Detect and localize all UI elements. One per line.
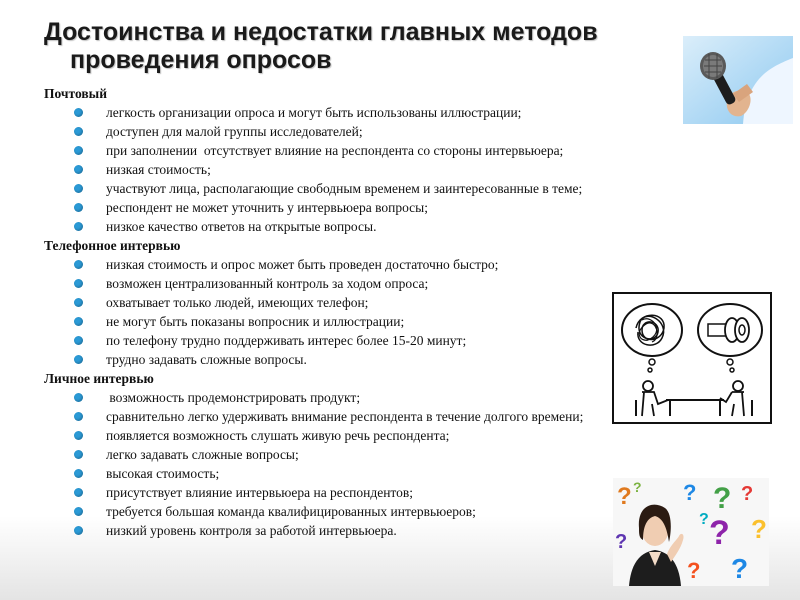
- list-item-text: легкость организации опроса и могут быть использованы иллюстрации;: [106, 105, 522, 120]
- svg-text:?: ?: [731, 553, 749, 584]
- list-item-text: требуется большая команда квалифицированных интервьюеров;: [106, 504, 476, 519]
- section-title: Личное интервью: [44, 371, 154, 386]
- svg-text:?: ?: [683, 480, 697, 505]
- svg-text:?: ?: [633, 479, 642, 495]
- svg-text:?: ?: [709, 514, 730, 552]
- bullet-icon: [74, 165, 83, 174]
- bullet-icon: [74, 412, 83, 421]
- list-item: [44, 141, 744, 160]
- list-item: [44, 122, 744, 141]
- svg-text:?: ?: [751, 514, 767, 544]
- bullet-icon: [74, 260, 83, 269]
- bullet-icon: [74, 298, 83, 307]
- list-item-text: охватывает только людей, имеющих телефон;: [106, 295, 369, 310]
- list-item-text: присутствует влияние интервьюера на респондентов;: [106, 485, 414, 500]
- list-item: [44, 179, 744, 198]
- title-line-2: проведения опросов: [70, 46, 332, 74]
- list-item: [44, 198, 744, 217]
- bullet-icon: [74, 450, 83, 459]
- bullet-icon: [74, 203, 83, 212]
- list-item-text: респондент не может уточнить у интервьюера вопросы;: [106, 200, 428, 215]
- list-item-text: низкий уровень контроля за работой интервьюера.: [106, 523, 397, 538]
- list-item: [44, 103, 744, 122]
- svg-text:?: ?: [615, 531, 628, 553]
- svg-text:?: ?: [741, 483, 754, 505]
- svg-text:?: ?: [687, 558, 701, 583]
- bullet-icon: [74, 431, 83, 440]
- list-item-text: при заполнении отсутствует влияние на респондента со стороны интервьюера;: [106, 143, 564, 158]
- list-item: [44, 160, 744, 179]
- bullet-icon: [74, 184, 83, 193]
- bullet-icon: [74, 469, 83, 478]
- svg-text:?: ?: [617, 483, 632, 510]
- bullet-icon: [74, 507, 83, 516]
- svg-text:?: ?: [699, 511, 709, 528]
- svg-text:?: ?: [713, 482, 732, 515]
- list-item-text: участвуют лица, располагающие свободным временем и заинтересованные в теме;: [106, 181, 583, 196]
- list-item-text: не могут быть показаны вопросник и иллюстрации;: [106, 314, 405, 329]
- bullet-icon: [74, 336, 83, 345]
- section-title: Почтовый: [44, 86, 107, 101]
- list-item-text: по телефону трудно поддерживать интерес более 15-20 минут;: [106, 333, 467, 348]
- bullet-icon: [74, 108, 83, 117]
- list-item: [44, 255, 744, 274]
- bullet-list: [44, 103, 744, 236]
- list-item: [44, 274, 744, 293]
- list-item: [44, 217, 744, 236]
- woman-question-marks-image: [613, 478, 769, 586]
- bullet-icon: [74, 488, 83, 497]
- list-item-text: высокая стоимость;: [106, 466, 220, 481]
- list-item-text: низкая стоимость;: [106, 162, 211, 177]
- bullet-icon: [74, 526, 83, 535]
- title-line-1: Достоинства и недостатки главных методов: [44, 18, 598, 46]
- list-item-text: появляется возможность слушать живую речь респондента;: [106, 428, 450, 443]
- list-item: [44, 445, 744, 464]
- conversation-illustration: [612, 292, 772, 424]
- microphone-in-hand-icon: [683, 36, 793, 124]
- list-item-text: низкое качество ответов на открытые вопросы.: [106, 219, 377, 234]
- list-item-text: возможность продемонстрировать продукт;: [106, 390, 361, 405]
- bullet-icon: [74, 127, 83, 136]
- list-item-text: легко задавать сложные вопросы;: [106, 447, 299, 462]
- bullet-icon: [74, 317, 83, 326]
- list-item-text: сравнительно легко удерживать внимание респондента в течение долгого времени;: [106, 409, 584, 424]
- list-item-text: трудно задавать сложные вопросы.: [106, 352, 307, 367]
- bullet-icon: [74, 279, 83, 288]
- section-title: Телефонное интервью: [44, 238, 181, 253]
- list-item: [44, 426, 744, 445]
- list-item-text: доступен для малой группы исследователей;: [106, 124, 363, 139]
- bullet-icon: [74, 222, 83, 231]
- list-item-text: возможен централизованный контроль за ходом опроса;: [106, 276, 429, 291]
- bullet-icon: [74, 146, 83, 155]
- list-item-text: низкая стоимость и опрос может быть проведен достаточно быстро;: [106, 257, 499, 272]
- bullet-icon: [74, 393, 83, 402]
- slide-title: [44, 18, 704, 74]
- bullet-icon: [74, 355, 83, 364]
